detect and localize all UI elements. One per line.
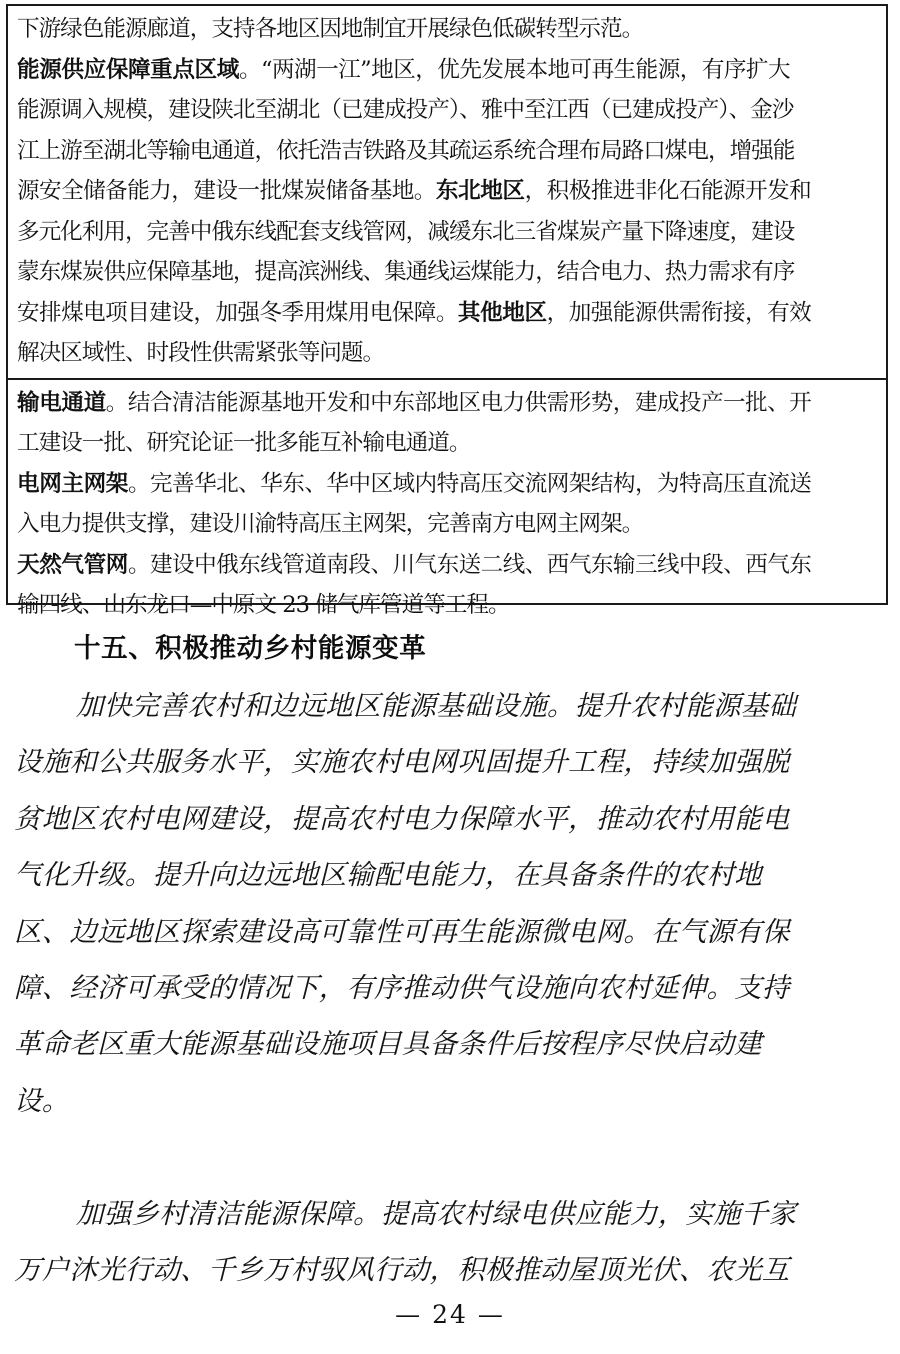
- text-run: ，加强能源供需衔接，有效: [546, 299, 812, 326]
- paragraph-line: 设施和公共服务水平，实施农村电网巩固提升工程，持续加强脱: [14, 746, 790, 779]
- text-run: 源安全储备能力，建设一批煤炭储备基地。: [17, 178, 436, 204]
- text-run: 。“两湖一江”地区，优先发展本地可再生能源，有序扩大: [238, 56, 790, 83]
- text-run: 。完善华北、华东、华中区域内特高压交流网架结构，为特高压直流送: [127, 470, 812, 497]
- text-run: 多元化利用，完善中俄东线配套支线管网，减缓东北三省煤炭产量下降速度，建设: [17, 218, 795, 245]
- body-text-region: [14, 678, 888, 1298]
- text-run: ，积极推进非化石能源开发和: [524, 178, 812, 204]
- transmission-corridor-row: [8, 378, 886, 630]
- paragraph-line: 区、边远地区探索建设高可靠性可再生能源微电网。在气源有保: [14, 915, 790, 948]
- table-line: [17, 90, 877, 131]
- energy-supply-guarantee-row: [8, 6, 886, 378]
- paragraph-line: 气化升级。提升向边远地区输配电能力，在具备条件的农村地: [14, 859, 762, 892]
- text-run: 蒙东煤炭供应保障基地，提高滨洲线、集通线运煤能力，结合电力、热力需求有序: [17, 259, 795, 285]
- paragraph-line: 设。: [14, 1084, 70, 1117]
- rural-clean-energy-paragraph: [14, 1186, 888, 1299]
- table-line: [17, 504, 877, 545]
- bold-term: 电网主网架: [17, 470, 128, 497]
- text-run: 工建设一批、研究论证一批多能互补输电通道。: [17, 430, 471, 456]
- paragraph-line: 革命老区重大能源基础设施项目具备条件后按程序尽快启动建: [14, 1028, 762, 1061]
- paragraph-line: 加快完善农村和边远地区能源基础设施。提升农村能源基础: [76, 690, 797, 722]
- text-run: 下游绿色能源廊道，支持各地区因地制宜开展绿色低碳转型示范。: [17, 16, 644, 42]
- table-line: [17, 50, 877, 91]
- table-line: [17, 333, 877, 374]
- table-line: [17, 383, 877, 424]
- boxed-content-table: [6, 4, 888, 618]
- table-line: [17, 585, 877, 626]
- bold-term: 东北地区: [435, 178, 525, 204]
- bold-term: 天然气管网: [17, 551, 128, 578]
- table-line: [17, 131, 877, 172]
- paragraph-line: 障、经济可承受的情况下，有序推动供气设施向农村延伸。支持: [14, 972, 790, 1005]
- text-run: 解决区域性、时段性供需紧张等问题。: [17, 340, 385, 366]
- bold-term: 能源供应保障重点区域: [17, 56, 239, 83]
- text-run: 。结合清洁能源基地开发和中东部地区电力供需形势，建成投产一批、开: [105, 389, 812, 416]
- table-line: [17, 423, 877, 464]
- text-run: 江上游至湖北等输电通道，依托浩吉铁路及其疏运系统合理布局路口煤电，增强能: [17, 137, 795, 164]
- table-line: [17, 464, 877, 505]
- page-number: — 24 —: [395, 1300, 505, 1329]
- table-line: [17, 545, 877, 586]
- bold-term: 其他地区: [457, 299, 547, 326]
- table-line: [17, 252, 877, 293]
- paragraph-line: 贫地区农村电网建设，提高农村电力保障水平，推动农村用能电: [14, 802, 790, 835]
- text-run: 能源调入规模，建设陕北至湖北（已建成投产）、雅中至江西（已建成投产）、金沙: [17, 97, 794, 123]
- bold-term: 输电通道: [17, 389, 106, 416]
- text-run: 入电力提供支撑，建设川渝特高压主网架，完善南方电网主网架。: [17, 511, 644, 537]
- paragraph-line: 万户沐光行动、千乡万村驭风行动，积极推动屋顶光伏、农光互: [14, 1254, 790, 1287]
- table-line: [17, 9, 877, 50]
- text-run: 安排煤电项目建设，加强冬季用煤用电保障。: [17, 299, 458, 326]
- table-line: [17, 171, 877, 212]
- page-title: 十五、积极推动乡村能源变革: [74, 633, 427, 664]
- rural-energy-infrastructure-paragraph: [14, 678, 888, 1129]
- table-line: [17, 293, 877, 334]
- text-run: 输四线、山东龙口—中原文 23 储气库管道等工程。: [17, 592, 510, 618]
- text-run: 。建设中俄东线管道南段、川气东送二线、西气东输三线中段、西气东: [127, 551, 812, 578]
- paragraph-line: 加强乡村清洁能源保障。提高农村绿电供应能力，实施千家: [76, 1197, 797, 1230]
- table-line: [17, 212, 877, 253]
